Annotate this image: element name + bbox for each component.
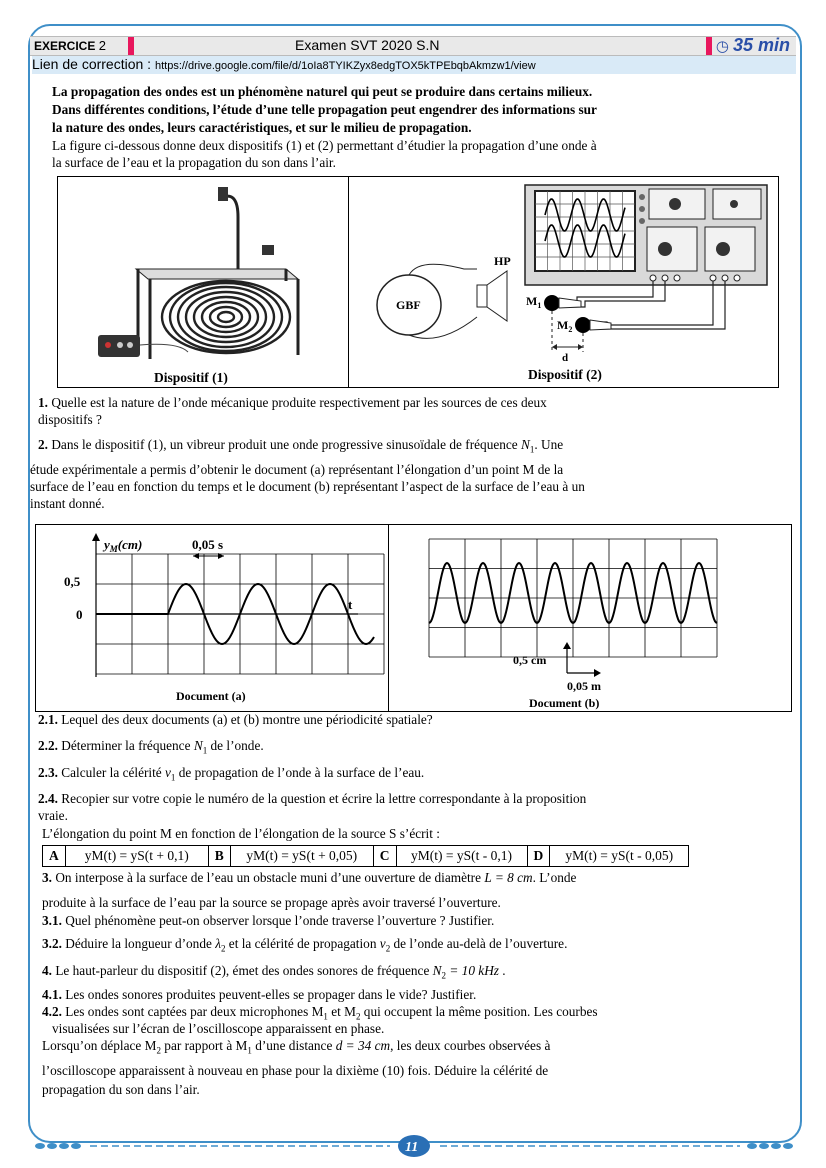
- doc-b-scale-x: 0,05 m: [567, 679, 601, 693]
- question-4-2-line-1: 4.2. Les ondes sont captées par deux microphones $M_1$ et $M_2$ qui occupent la même position. Les courbes: [42, 1004, 598, 1022]
- correction-link-label: Lien de correction :: [32, 56, 155, 72]
- question-4-2-line-5: propagation du son dans l’air.: [42, 1082, 200, 1097]
- exam-title: Examen SVT 2020 S.N: [295, 37, 440, 53]
- choice-d-letter[interactable]: D: [527, 846, 550, 867]
- question-4: 4. Le haut-parleur du dispositif (2), émet des ondes sonores de fréquence $N_2 = 10$ kHz .: [42, 963, 506, 981]
- doc-a-ylabel: $y_M(cm)$: [104, 537, 143, 554]
- choice-a-formula: yM(t) = yS(t + 0,1): [65, 846, 208, 867]
- choice-a-letter[interactable]: A: [43, 846, 66, 867]
- question-4-2-line-3: Lorsqu’on déplace $M_2$ par rapport à $M_1$ d’une distance d = 34 cm, les deux courbes observées à: [42, 1038, 551, 1056]
- question-1-line-1: 1. Quelle est la nature de l’onde mécanique produite respectivement par les sources de ces deux: [38, 395, 547, 410]
- page-footer: [30, 1134, 796, 1158]
- question-2-1: 2.1. Lequel des deux documents (a) et (b) montre une périodicité spatiale?: [38, 712, 433, 727]
- doc-a-xlabel: t: [348, 597, 353, 612]
- choice-c-formula: yM(t) = yS(t - 0,1): [396, 846, 527, 867]
- choice-b-formula: yM(t) = yS(t + 0,05): [230, 846, 373, 867]
- dispositif-2-caption: Dispositif (2): [528, 367, 602, 382]
- intro-bold-line-1: La propagation des ondes est un phénomène naturel qui peut se produire dans certains milieux.: [52, 84, 593, 99]
- question-3-line-1: 3. On interpose à la surface de l’eau un obstacle muni d’une ouverture de diamètre L = 8 cm. L’onde: [42, 870, 577, 885]
- choice-d-formula: yM(t) = yS(t - 0,05): [550, 846, 689, 867]
- question-2-4-line-1: 2.4. Recopier sur votre copie le numéro de la question et écrire la lettre correspondante à la proposition: [38, 791, 587, 806]
- doc-b-scale-y: 0,5 cm: [513, 653, 547, 667]
- gbf-label: GBF: [396, 298, 421, 312]
- question-4-2-line-2: visualisées sur l’écran de l’oscilloscope apparaissent en phase.: [52, 1021, 385, 1036]
- question-2-4-line-3: L’élongation du point M en fonction de l’élongation de la source S s’écrit :: [42, 826, 440, 841]
- documents-figure: [35, 524, 792, 712]
- doc-a-caption: Document (a): [176, 689, 246, 703]
- answer-choices-table: [42, 845, 689, 867]
- clock-icon: ◷: [715, 38, 729, 55]
- dispositif-1-caption: Dispositif (1): [154, 370, 228, 385]
- doc-a-tick-05: 0,5: [64, 574, 81, 589]
- question-2-line-3: surface de l’eau en fonction du temps et le document (b) représentant l’aspect de la surface de l’eau à un: [30, 479, 585, 494]
- intro-bold-line-2: Dans différentes conditions, l’étude d’une telle propagation peut engendrer des informations sur: [52, 102, 597, 117]
- exercise-label: EXERCICE 2: [34, 38, 106, 53]
- choice-b-letter[interactable]: B: [208, 846, 230, 867]
- document-a-chart: [36, 525, 388, 711]
- m1-label: $M_1$: [526, 294, 542, 310]
- oscilloscope-illustration: [349, 177, 779, 372]
- question-2-4-line-2: vraie.: [38, 808, 68, 823]
- page-number: 11: [405, 1140, 419, 1155]
- intro-line-5: la surface de l’eau et la propagation du son dans l’air.: [52, 155, 336, 170]
- question-2-line-2: étude expérimentale a permis d’obtenir le document (a) représentant l’élongation d’un point M de la: [30, 462, 564, 477]
- accent-bar-right: [706, 37, 712, 55]
- question-3-2: 3.2. Déduire la longueur d’onde $\lambda_2$ et la célérité de propagation $v_2$ de l’onde au-delà de l’ouverture.: [42, 936, 568, 954]
- doc-b-caption: Document (b): [529, 696, 600, 710]
- doc-a-tick-0: 0: [76, 607, 83, 622]
- choice-c-letter[interactable]: C: [373, 846, 396, 867]
- doc-a-scale-label: 0,05 s: [192, 537, 224, 552]
- hp-label: HP: [494, 254, 511, 268]
- correction-link-row: [32, 56, 796, 74]
- intro-bold-line-3: la nature des ondes, leurs caractéristiques, et sur le milieu de propagation.: [52, 120, 472, 135]
- accent-bar-left: [128, 37, 134, 55]
- distance-d-label: d: [562, 352, 569, 364]
- m2-label: $M_2$: [557, 318, 573, 334]
- question-2-2: 2.2. Déterminer la fréquence $N_1$ de l’onde.: [38, 738, 264, 756]
- question-2-line-1: 2. Dans le dispositif (1), un vibreur produit une onde progressive sinusoïdale de fréquence $N_1$. Une: [38, 437, 564, 455]
- question-1-line-2: dispositifs ?: [38, 412, 102, 427]
- correction-link-url[interactable]: https://drive.google.com/file/d/1oIa8TYIKZyx8edgTOX5kTPEbqbAkmzw1/view: [154, 60, 536, 72]
- question-3-line-2: produite à la surface de l’eau par la source se propage après avoir traversé l’ouverture.: [42, 895, 501, 910]
- question-2-3: 2.3. Calculer la célérité $v_1$ de propagation de l’onde à la surface de l’eau.: [38, 765, 425, 783]
- question-4-2-line-4: l’oscilloscope apparaissent à nouveau en phase pour la dixième (10) fois. Déduire la célérité de: [42, 1063, 549, 1078]
- exam-duration: ◷ 35 min: [715, 35, 790, 55]
- question-4-1: 4.1. Les ondes sonores produites peuvent-elles se propager dans le vide? Justifier.: [42, 987, 477, 1002]
- intro-line-4: La figure ci-dessous donne deux dispositifs (1) et (2) permettant d’étudier la propagation d’une onde à: [52, 138, 597, 153]
- exercise-header: [30, 36, 796, 56]
- dispositifs-figure: [57, 176, 779, 388]
- question-2-line-4: instant donné.: [30, 496, 105, 511]
- document-b-chart: [389, 525, 791, 711]
- ripple-tank-illustration: [58, 177, 348, 372]
- question-3-1: 3.1. Quel phénomène peut-on observer lorsque l’onde traverse l’ouverture ? Justifier.: [42, 913, 495, 928]
